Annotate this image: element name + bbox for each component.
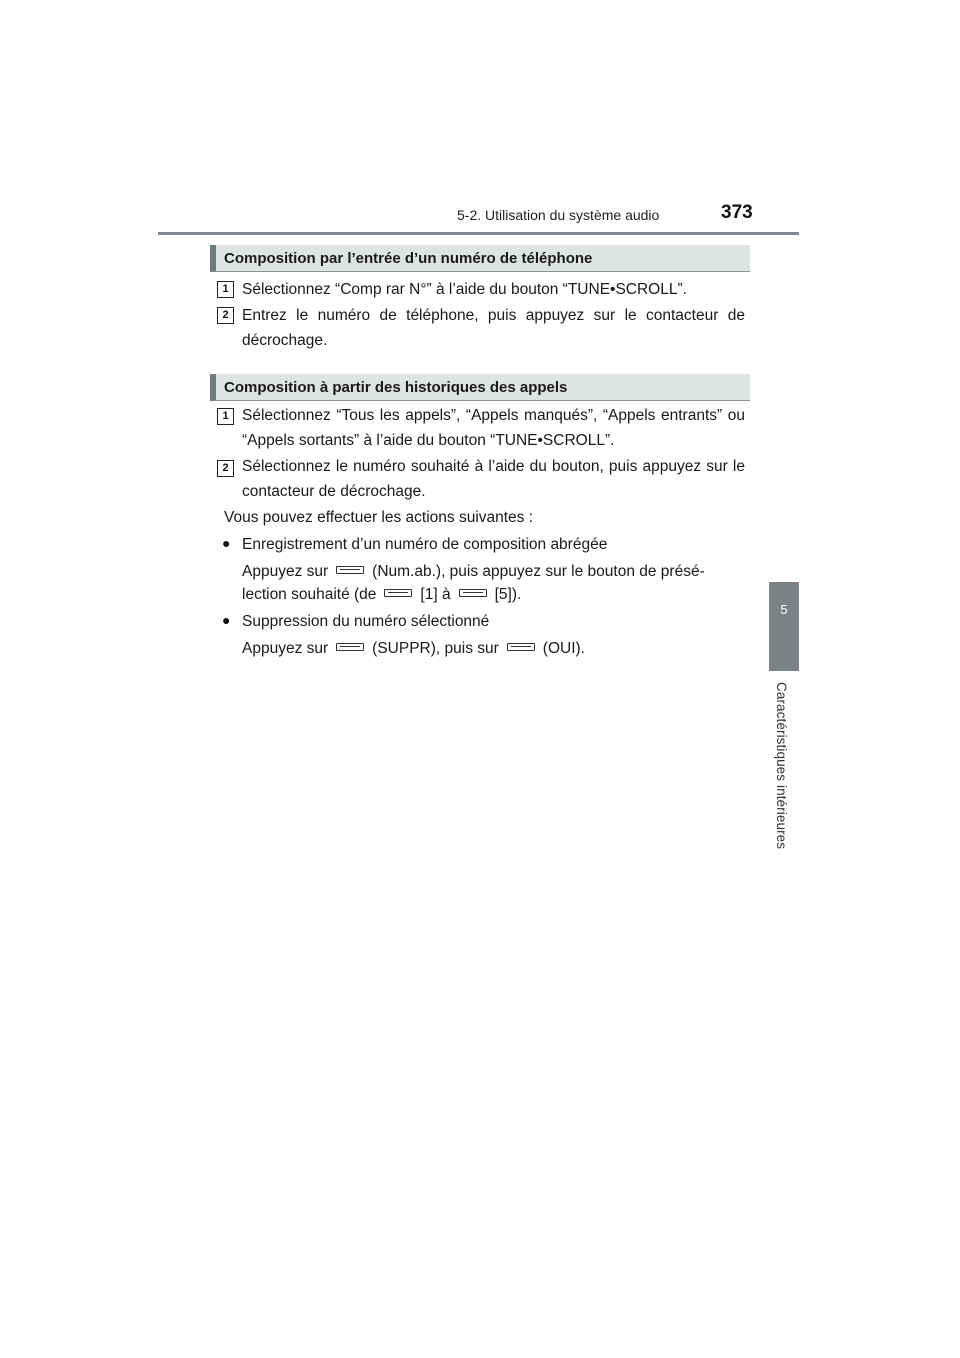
step-text: Entrez le numéro de téléphone, puis appuyez sur le contacteur de décrochage.	[242, 307, 745, 349]
bullet-title-delete-number: Suppression du numéro sélectionné	[242, 613, 490, 630]
instruction-text: (OUI).	[542, 640, 585, 657]
page-number: 373	[721, 202, 753, 223]
instruction-text: (SUPPR), puis sur	[372, 640, 499, 657]
chapter-tab	[769, 582, 799, 671]
screen-button-icon	[336, 643, 364, 651]
step-text: Sélectionnez “Comp rar N°” à l’aide du bouton “TUNE•SCROLL”.	[242, 281, 687, 298]
chapter-tab-number: 5	[780, 602, 788, 617]
screen-button-icon	[336, 566, 364, 574]
step-number-badge: 1	[217, 408, 234, 425]
screen-button-icon	[384, 589, 412, 597]
step-number-badge: 2	[217, 307, 234, 324]
instruction-text: (Num.ab.), puis appuyez sur le bouton de présé-	[372, 563, 705, 580]
screen-button-icon	[507, 643, 535, 651]
bullet-instruction-line	[242, 582, 745, 607]
actions-intro: Vous pouvez effectuer les actions suivantes :	[224, 509, 534, 526]
chapter-caption: Caractéristiques intérieures	[774, 682, 789, 850]
instruction-text: Appuyez sur	[242, 563, 329, 580]
step-number-badge: 2	[217, 460, 234, 477]
section-heading-dial-by-number: Composition par l’entrée d’un numéro de téléphone	[210, 245, 750, 272]
bullet-instruction-line	[242, 559, 745, 584]
instruction-text: [5]).	[494, 586, 522, 603]
bullet-icon: ●	[222, 535, 231, 551]
screen-button-icon	[459, 589, 487, 597]
header-divider	[158, 232, 799, 235]
instruction-text: lection souhaité (de	[242, 586, 377, 603]
header-section-title: 5-2. Utilisation du système audio	[457, 207, 660, 223]
step-text: Sélectionnez “Tous les appels”, “Appels manqués”, “Appels entrants” ou “Appels sortants” à l’aide du bouton “TUNE•SCROLL”.	[242, 407, 745, 449]
bullet-title-speed-dial: Enregistrement d’un numéro de composition abrégée	[242, 536, 608, 553]
step-text: Sélectionnez le numéro souhaité à l’aide du bouton, puis appuyez sur le contacteur de décrochage.	[242, 458, 745, 500]
instruction-text: Appuyez sur	[242, 640, 329, 657]
bullet-instruction-line	[242, 636, 745, 661]
section-heading-dial-from-history: Composition à partir des historiques des appels	[210, 374, 750, 401]
step-number-badge: 1	[217, 281, 234, 298]
bullet-icon: ●	[222, 612, 231, 628]
instruction-text: [1] à	[420, 586, 451, 603]
